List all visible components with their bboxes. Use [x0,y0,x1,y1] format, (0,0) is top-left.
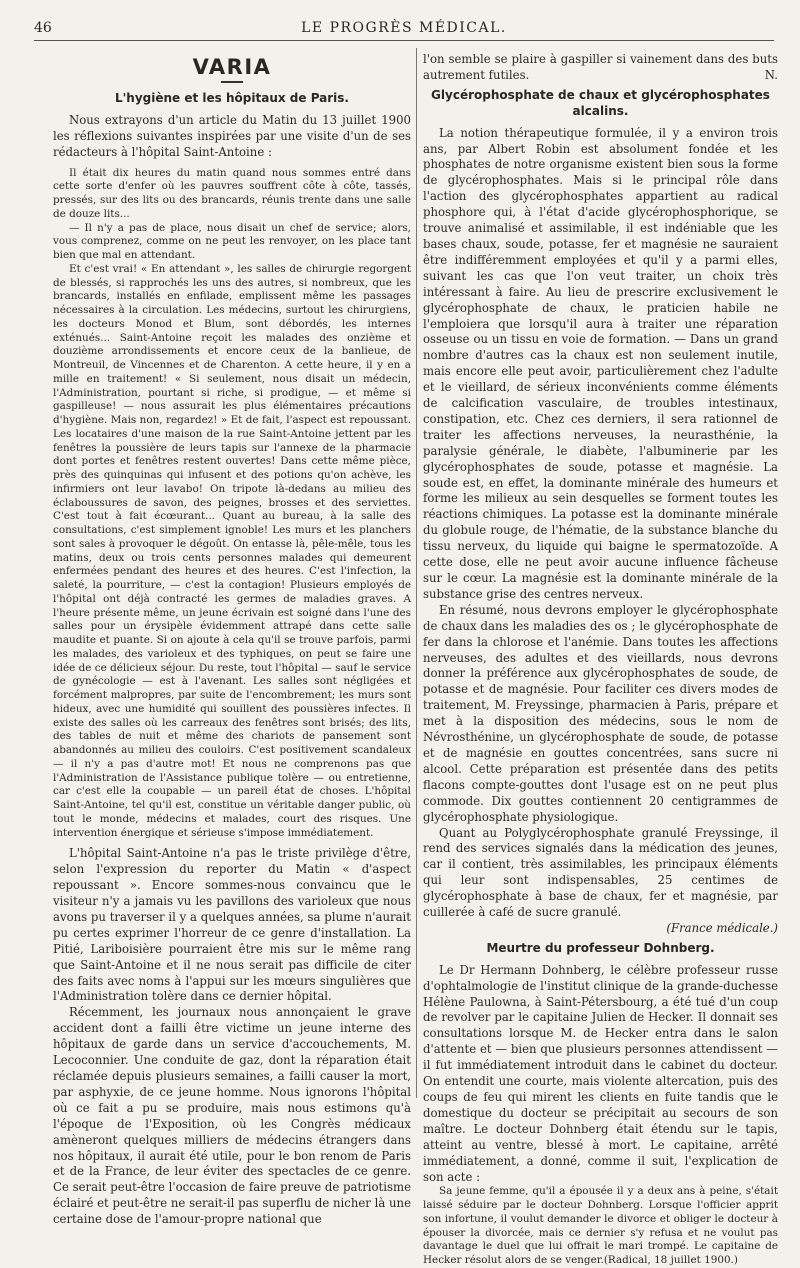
quote-paragraph: Il était dix heures du matin quand nous sommes entré dans cette sorte d'enfer où les pauvres souffrent côte à côte, tassés, pressés, sur des lits ou des brancards, réunis trente dans une salle de douze lits... [53,166,411,220]
continuation-paragraph [423,52,778,84]
article-paragraph: Sa jeune femme, qu'il a épousée il y a deux ans à peine, s'était laissé séduire par le docteur Dohnberg. Lorsque l'officier apprit son infortune, il voulut demander le divorce et obliger le docteur à épouser la divorcée, mais ce dernier s'y refusa et ne voulut pas davantage le duel que lui offrait le mari trompé. Le capitaine de Hecker résolut alors de se venger.(Radical, 18 juillet 1900.) [423,1185,778,1267]
article-title-glycerophosphate: Glycérophosphate de chaux et glycérophosphates alcalins. [431,87,770,118]
page-number: 46 [34,20,52,36]
article-paragraph: Le Dr Hermann Dohnberg, le célèbre professeur russe d'ophtalmologie de l'institut clinique de la grande-duchesse Hélène Paulowna, à Saint-Pétersbourg, a été tué d'un coup de revolver par le capitaine Julien de Hecker. Il donnait ses consultations lorsque M. de Hecker entra dans le salon d'attente et — bien que plusieurs personnes attendissent — il fut immédiatement introduit dans le cabinet du docteur. On entendit une courte, mais violente altercation, puis des coups de feu qui mirent les clients en fuite tandis que le domestique du docteur se précipitait au secours de son maître. Le docteur Dohnberg était étendu sur le tapis, atteint au ventre, blessé à mort. Le capitaine, arrêté immédiatement, a donné, comme il suit, l'explication de son acte : [423,962,778,1184]
signature: N. [764,67,778,82]
title-rule [221,81,243,83]
body-paragraph: Récemment, les journaux nous annonçaient le grave accident dont a failli être victime un jeune interne des hôpitaux de garde dans un service d'accouchements, M. Lecoconnier. Une conduite de gaz, dont la réparation était réclamée depuis plusieurs semaines, a failli causer la mort, par asphyxie, de ce jeune homme. Nous ignorons l'hôpital où ce fait a pu se produire, mais nous estimons qu'à l'époque de l'Exposition, où les Congrès médicaux amèneront quelques milliers de médecins étrangers dans nos hôpitaux, il aurait été utile, pour le bon renom de Paris et de la France, de leur éviter des spectacles de ce genre. Ce serait peut-être l'occasion de faire preuve de patriotisme éclairé et peut-être ne serait-il pas superflu de nicher là une certaine dose de l'amour-propre national que [53,1005,411,1227]
article-title-dohnberg: Meurtre du professeur Dohnberg. [486,940,715,955]
article-paragraph: Quant au Polyglycérophosphate granulé Freyssinge, il rend des services signalés dans la médication des jeunes, car il contient, très assimilables, les principaux éléments qui leur sont indispensables, 25 centimes de glycérophosphate à base de chaux, fer et magnésie, par cuillerée à café de sucre granulé. [423,825,778,920]
intro-paragraph: Nous extrayons d'un article du Matin du 13 juillet 1900 les réflexions suivantes inspirées par une visite d'un de ses rédacteurs à l'hôpital Saint-Antoine : [53,112,411,159]
article-source: (France médicale.) [666,920,778,935]
quote-paragraph: Et c'est vrai! « En attendant », les salles de chirurgie regorgent de blessés, si rapprochés les uns des autres, si nombreux, que les brancards, installés en enfilade, emplissent même les passages nécessaires à la circulation. Les médecins, surtout les chirurgiens, les docteurs Monod et Blum, sont débordés, les internes exténués... Saint-Antoine reçoit les malades des onzième et douzième arrondissements et encore ceux de la banlieue, de Montreuil, de Vincennes et de Charenton. A cette heure, il y en a mille en traitement! « Si seulement, nous disait un médecin, l'Administration, pourtant si riche, si prodigue, — et même si gaspilleuse! — nous assurait les plus élémentaires précautions d'hygiène. Mais non, regardez! » Et de fait, l'aspect est repoussant. Les locataires d'une maison de la rue Saint-Antoine jettent par les fenêtres la poussière de leurs tapis sur l'annexe de la pharmacie dont portes et fenêtres restent ouvertes! Dans cette même pièce, près des quinquinas qui infusent et des potions qu'on achève, les infirmiers ont leur lavabo! On tripote là-dedans au milieu des éclaboussures de savon, des peignes, brosses et des serviettes. C'est tout à fait écœurant... Quant au bureau, à la salle des consultations, c'est simplement ignoble! Les murs et les planchers sont sales à provoquer le dégoût. On entasse là, pêle-mêle, tous les matins, deux ou trois cents personnes malades qui demeurent enfermées pendant des heures et des heures. C'est l'infection, la saleté, la pourriture, — c'est la contagion! Plusieurs employés de l'hôpital ont déjà contracté les germes de maladies graves. A l'heure présente même, un jeune écrivain est soigné dans l'une des salles pour un érysipèle évidemment attrapé dans cette salle maudite et puante. Si on ajoute à cela qu'il se trouve parfois, parmi les malades, des varioleux et des typhiques, on peut se faire une idée de ce délicieux séjour. Du reste, tout l'hôpital — sauf le service de gynécologie — est à l'avenant. Les salles sont négligées et forcément malpropres, par suite de l'encombrement; les murs sont hideux, avec une humidité qui souillent des poussières infectes. Il existe des salles où les carreaux des fenêtres sont brisés; des lits, des tables de nuit et même des chariots de pansement sont abandonnés au milieu des couloirs. C'est positivement scandaleux — il n'y a pas d'autre mot! Et nous ne comprenons pas que l'Administration de l'Assistance publique tolère — ou entretienne, car c'est elle la coupable — un pareil état de choses. L'hôpital Saint-Antoine, tel qu'il est, constitue un véritable danger public, où tout le monde, médecins et malades, court des risques. Une intervention énergique et sérieuse s'impose immédiatement. [53,262,411,839]
quote-paragraph: — Il n'y a pas de place, nous disait un chef de service; alors, vous comprenez, comme on ne peut les renvoyer, on les place tant bien que mal en attendant. [53,221,411,262]
article-title-hygiene: L'hygiène et les hôpitaux de Paris. [114,90,349,105]
article-paragraph: La notion thérapeutique formulée, il y a environ trois ans, par Albert Robin est absolument fondée et les phosphates de notre organisme existent bien sous la forme de glycérophosphates. Mais si le principal rôle dans l'action des glycérophosphates appartient au radical phosphore qui, à l'état d'acide glycérophosphorique, se trouve animalisé et assimilable, il est indéniable que les bases chaux, soude, potasse, fer et magnésie ne sauraient être indifféremment employées et qu'il y a parmi elles, suivant les cas que l'on veut traiter, un choix très intéressant à faire. Au lieu de prescrire exclusivement le glycérophosphate de chaux, le praticien habile ne l'emploiera que lorsqu'il aura à traiter une réparation osseuse ou un tissu en voie de formation. — Dans un grand nombre d'autres cas la chaux est non seulement inutile, mais encore elle peut avoir, particulièrement chez l'adulte et le vieillard, de sérieux inconvénients comme éléments de calcification vasculaire, de troubles intestinaux, constipation, etc. Chez ces derniers, il sera rationnel de traiter les affections nerveuses, la neurasthénie, la paralysie générale, le diabète, l'albuminerie par les glycérophosphates de soude, potasse et magnésie. La soude est, en effet, la dominante minérale des humeurs et forme les milieux au sein desquelles se forment toutes les réactions chimiques. La potasse est la dominante minérale du globule rouge, de l'hématie, de la substance blanche du tissu nerveux, du liquide qui baigne le spermatozoïde. A cette dose, elle ne peut avoir aucune influence fâcheuse sur le cœur. La magnésie est la dominante minérale de la substance grise des centres nerveux. [423,125,778,601]
section-title: VARIA [192,55,272,79]
article-paragraph: En résumé, nous devrons employer le glycérophosphate de chaux dans les maladies des os ; le glycérophosphate de fer dans la chlorose et l'anémie. Dans toutes les affections nerveuses, des adultes et des vieillards, nous devrons donner la préférence aux glycérophosphates de soude, de potasse et de magnésie. Pour faciliter ces divers modes de traitement, M. Freyssinge, pharmacien à Paris, prépare et met à la disposition des médecins, sous le nom de Névrosthénine, un glycérophosphate de soude, de potasse et de magnésie en gouttes concentrées, sans sucre ni alcool. Cette préparation est présentée dans des petits flacons compte-gouttes dont l'usage est on ne peut plus commode. Dix gouttes contiennent 20 centigrammes de glycérophosphate physiologique. [423,602,778,824]
body-paragraph: L'hôpital Saint-Antoine n'a pas le triste privilège d'être, selon l'expression du reporter du Matin « d'aspect repoussant ». Encore sommes-nous convaincu que le visiteur n'y a jamais vu les pavillons des varioleux que nous avons pu traverser il y a quelques années, sa plume n'aurait pu certes exprimer l'horreur de ce genre d'installation. La Pitié, Lariboisière pourraient être mis sur le même rang que Saint-Antoine et il ne nous serait pas difficile de citer des faits avec noms à l'appui sur les mœurs singulières que l'Administration tolère dans ce dernier hôpital. [53,846,411,1004]
journal-title: LE PROGRÈS MÉDICAL. [301,20,507,36]
right-column [423,52,778,1267]
left-column [53,52,411,1227]
continuation-text: l'on semble se plaire à gaspiller si vainement dans des buts autrement futiles. [423,52,778,82]
page-header [34,18,774,41]
column-divider [416,48,417,1098]
